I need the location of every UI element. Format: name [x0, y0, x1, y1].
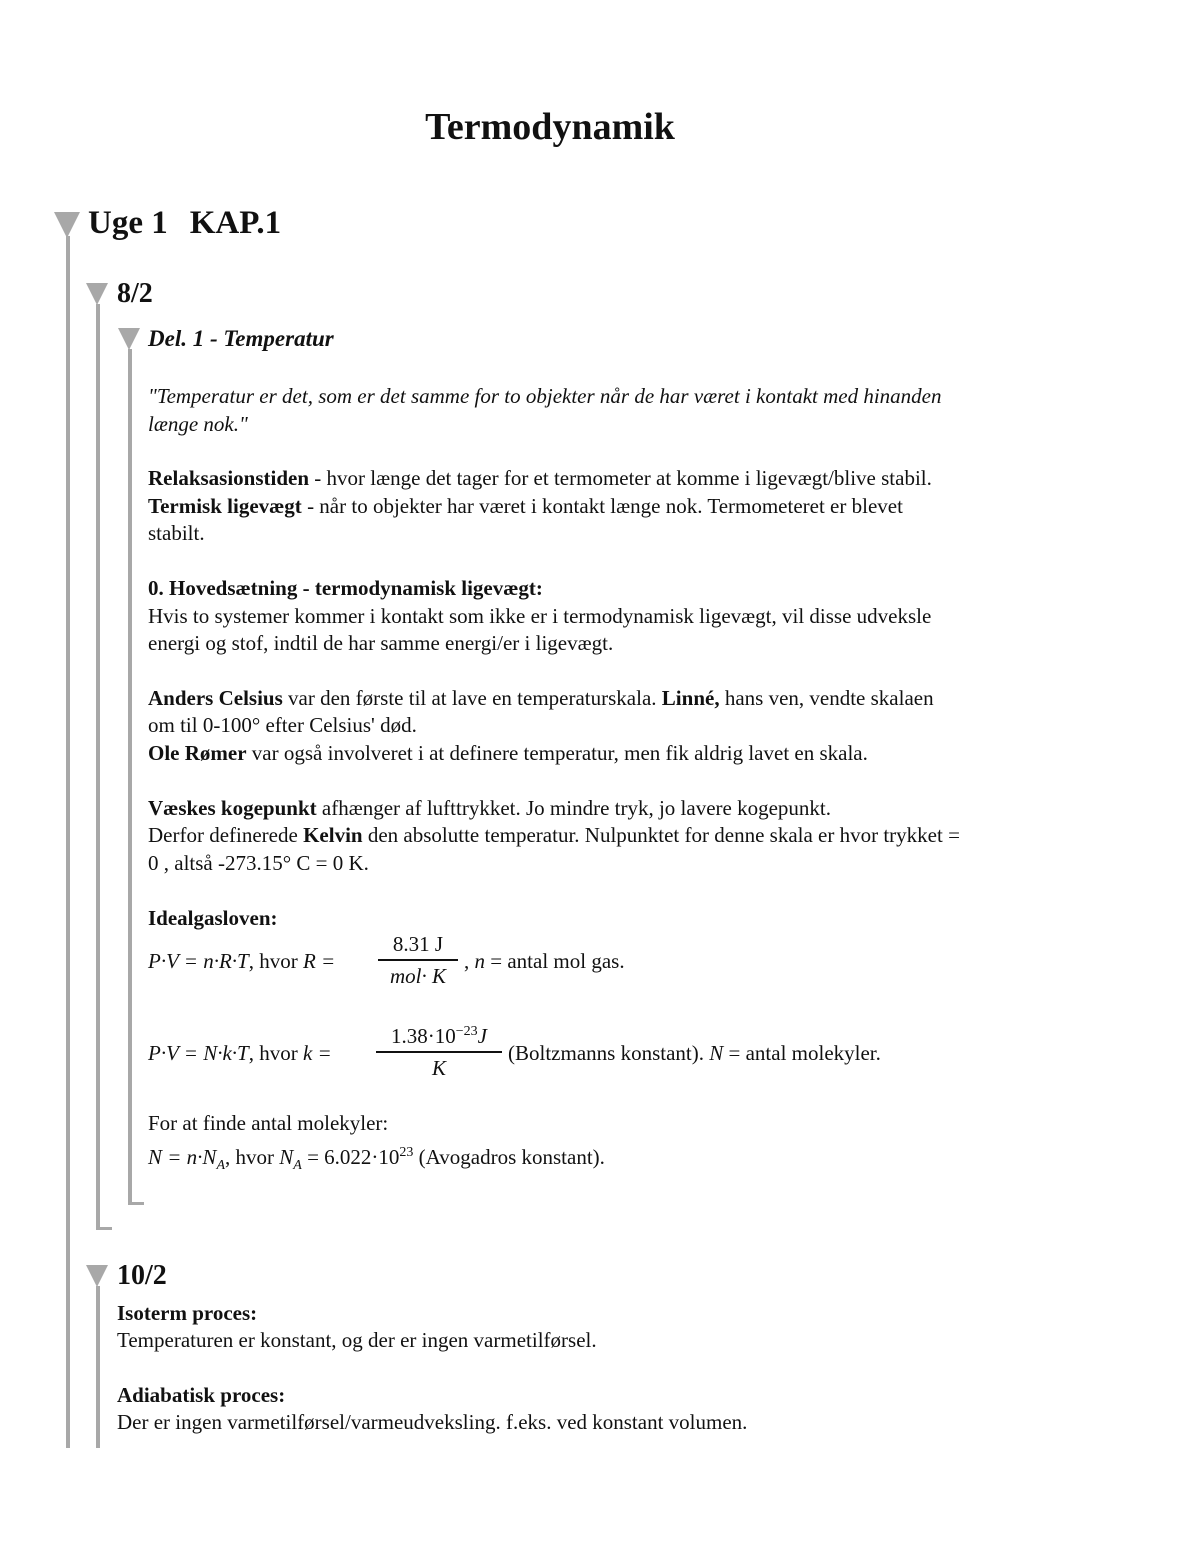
text: , hvor [248, 1041, 303, 1065]
definition: - når to objekter har været i kontakt længe nok. Termometeret er blevet [301, 494, 903, 518]
kelvin-line [148, 822, 960, 849]
equation-1-left [148, 948, 335, 975]
celsius-line [148, 685, 934, 712]
text: (Avogadros konstant). [413, 1145, 605, 1169]
name: Anders Celsius [148, 686, 283, 710]
collapse-triangle-icon[interactable] [118, 328, 140, 350]
outline-guide-line [128, 349, 132, 1205]
formula: R = [302, 949, 336, 973]
section-title: Del. 1 - Temperatur [148, 326, 334, 351]
unit: J [477, 1024, 487, 1048]
isoterm-text: Temperaturen er konstant, og der er ingen varmetilførsel. [117, 1328, 597, 1352]
date-heading-10-2: 10/2 [117, 1260, 167, 1291]
equation-2-right [508, 1040, 881, 1067]
outline-guide-line [66, 236, 70, 1448]
fraction-bar [376, 1051, 502, 1053]
law0-heading: 0. Hovedsætning - termodynamisk ligevægt: [148, 576, 543, 600]
chapter-label: KAP.1 [189, 205, 282, 241]
equation-1-right: , n = antal mol gas. [464, 949, 625, 973]
exponent: 23 [399, 1145, 414, 1160]
numerator [376, 1024, 502, 1048]
denominator: K [431, 1055, 446, 1080]
isoterm-heading: Isoterm proces: [117, 1301, 258, 1325]
name: Kelvin [303, 823, 363, 847]
outline-guide-end [96, 1227, 112, 1230]
term: Relaksasionstiden [148, 466, 310, 490]
collapse-triangle-icon[interactable] [86, 283, 108, 305]
collapse-triangle-icon[interactable] [54, 212, 80, 238]
text: , hvor [248, 949, 303, 973]
thermal-line [148, 493, 903, 520]
law0-text: Hvis to systemer kommer i kontakt som ikke er i termodynamisk ligevægt, vil disse udveksle [148, 604, 932, 628]
fraction-bar [378, 959, 458, 961]
text: var den første til at lave en temperaturskala. [282, 686, 662, 710]
text: var også involveret i at definere temperatur, men fik aldrig lavet en skala. [246, 741, 868, 765]
date-heading-8-2: 8/2 [117, 278, 153, 309]
text: , hvor [225, 1145, 280, 1169]
term: Væskes kogepunkt [148, 796, 317, 820]
equation-2-left [148, 1040, 332, 1067]
romer-line [148, 740, 868, 767]
formula: P·V = n·R·T [148, 949, 249, 973]
formula: N = n·N [148, 1145, 217, 1169]
denominator: mol· K [389, 963, 446, 988]
law0-text: energi og stof, indtil de har samme energi/er i ligevægt. [148, 631, 614, 655]
text: (Boltzmanns konstant). [508, 1041, 710, 1065]
formula: N [279, 1145, 294, 1169]
celsius-line-2: om til 0-100° efter Celsius' død. [148, 713, 417, 737]
numerator: 8.31 J [392, 932, 444, 956]
formula: n [474, 949, 485, 973]
fraction-R [378, 932, 458, 988]
fraction-k [376, 1024, 502, 1080]
subscript: A [293, 1158, 302, 1174]
formula: N [709, 1041, 724, 1065]
ideal-gas-heading: Idealgasloven: [148, 906, 278, 930]
text: Derfor definerede [148, 823, 304, 847]
page-title: Termodynamik [425, 106, 675, 148]
exponent: −23 [455, 1024, 478, 1039]
subscript: A [216, 1158, 225, 1174]
thermal-line-2: stabilt. [148, 521, 205, 545]
outline-guide-line [96, 1286, 100, 1448]
term: Termisk ligevægt [148, 494, 302, 518]
collapse-triangle-icon[interactable] [86, 1265, 108, 1287]
quote-line: længe nok." [148, 412, 248, 436]
boil-line [148, 795, 831, 822]
name: Linné, [661, 686, 720, 710]
text: = antal mol gas. [485, 949, 625, 973]
definition: - hvor længe det tager for et termometer at komme i ligevægt/blive stabil. [309, 466, 932, 490]
quote-line: "Temperatur er det, som er det samme for to objekter når de har været i kontakt med hinanden [148, 384, 942, 408]
adiabatic-text: Der er ingen varmetilførsel/varmeudveksling. f.eks. ved konstant volumen. [117, 1410, 748, 1434]
equation-3 [148, 1144, 605, 1174]
formula: k = [302, 1041, 332, 1065]
week-label: Uge 1 [88, 205, 168, 241]
relax-line [148, 465, 932, 492]
outline-guide-line [96, 304, 100, 1230]
find-molecules-line: For at finde antal molekyler: [148, 1111, 389, 1135]
text: afhænger af lufttrykket. Jo mindre tryk, jo lavere kogepunkt. [316, 796, 831, 820]
week-heading [88, 205, 281, 242]
outline-guide-end [128, 1202, 144, 1205]
text: den absolutte temperatur. Nulpunktet for denne skala er hvor trykket = [362, 823, 960, 847]
adiabatic-heading: Adiabatisk proces: [117, 1383, 286, 1407]
text: = antal molekyler. [723, 1041, 881, 1065]
kelvin-line-2: 0 , altså -273.15° C = 0 K. [148, 851, 369, 875]
name: Ole Rømer [148, 741, 247, 765]
mantissa: 1.38·10 [391, 1024, 456, 1048]
text: hans ven, vendte skalaen [719, 686, 934, 710]
formula: P·V = N·k·T [148, 1041, 249, 1065]
value: = 6.022·10 [301, 1145, 400, 1169]
